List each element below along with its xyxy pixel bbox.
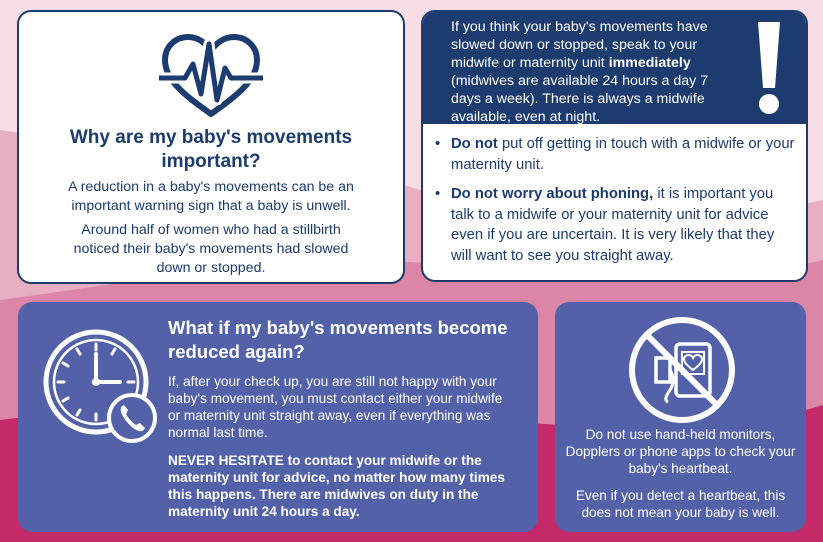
monitor-card-paragraph-2: Even if you detect a heartbeat, this does not mean your baby is well. bbox=[575, 488, 786, 520]
heartbeat-heart-icon bbox=[159, 34, 263, 118]
why-movements-card bbox=[17, 10, 405, 284]
no-home-monitor-card bbox=[555, 302, 806, 532]
reduced-card-title: What if my baby's movements become reduced again? bbox=[168, 317, 508, 362]
list-item: • Do not worry about phoning, it is important you talk to a midwife or your maternity unit for advice even if you are uncertain. It is very likely that they will want to see you straight away. bbox=[435, 186, 775, 264]
monitor-card-paragraph-1: Do not use hand-held monitors, Dopplers or phone apps to check your baby's heartbeat. bbox=[565, 427, 796, 476]
advice-list bbox=[435, 134, 796, 275]
no-heart-monitor-icon bbox=[626, 314, 738, 426]
why-card-paragraph-1: A reduction in a baby's movements can be an important warning sign that a baby is unwell. bbox=[68, 179, 354, 214]
reduced-again-card bbox=[18, 302, 538, 532]
reduced-card-paragraph-1: If, after your check up, you are still not happy with your baby's movement, you must contact either your midwife or maternity unit straight away, even if everything was normal last time. bbox=[168, 374, 503, 440]
list-item: • Do not put off getting in touch with a midwife or your maternity unit. bbox=[435, 136, 795, 173]
act-immediately-card bbox=[421, 10, 808, 282]
exclamation-icon bbox=[756, 18, 782, 116]
reduced-card-paragraph-2: NEVER HESITATE to contact your midwife or the maternity unit for advice, no matter how many times this happens. There are midwives on duty in the maternity unit 24 hours a day. bbox=[168, 453, 505, 519]
urgent-banner bbox=[423, 12, 806, 124]
urgent-banner-text: If you think your baby's movements have slowed down or stopped, speak to your midwife or maternity unit immediately (midwives are available 24 hours a day 7 days a week). There is always a midwife available, even at night. bbox=[451, 19, 709, 125]
why-card-title: Why are my baby's movements important? bbox=[69, 127, 353, 172]
why-card-paragraph-2: Around half of women who had a stillbirth noticed their baby's movements had slowed down or stopped. bbox=[73, 222, 349, 276]
clock-phone-icon bbox=[40, 322, 160, 446]
